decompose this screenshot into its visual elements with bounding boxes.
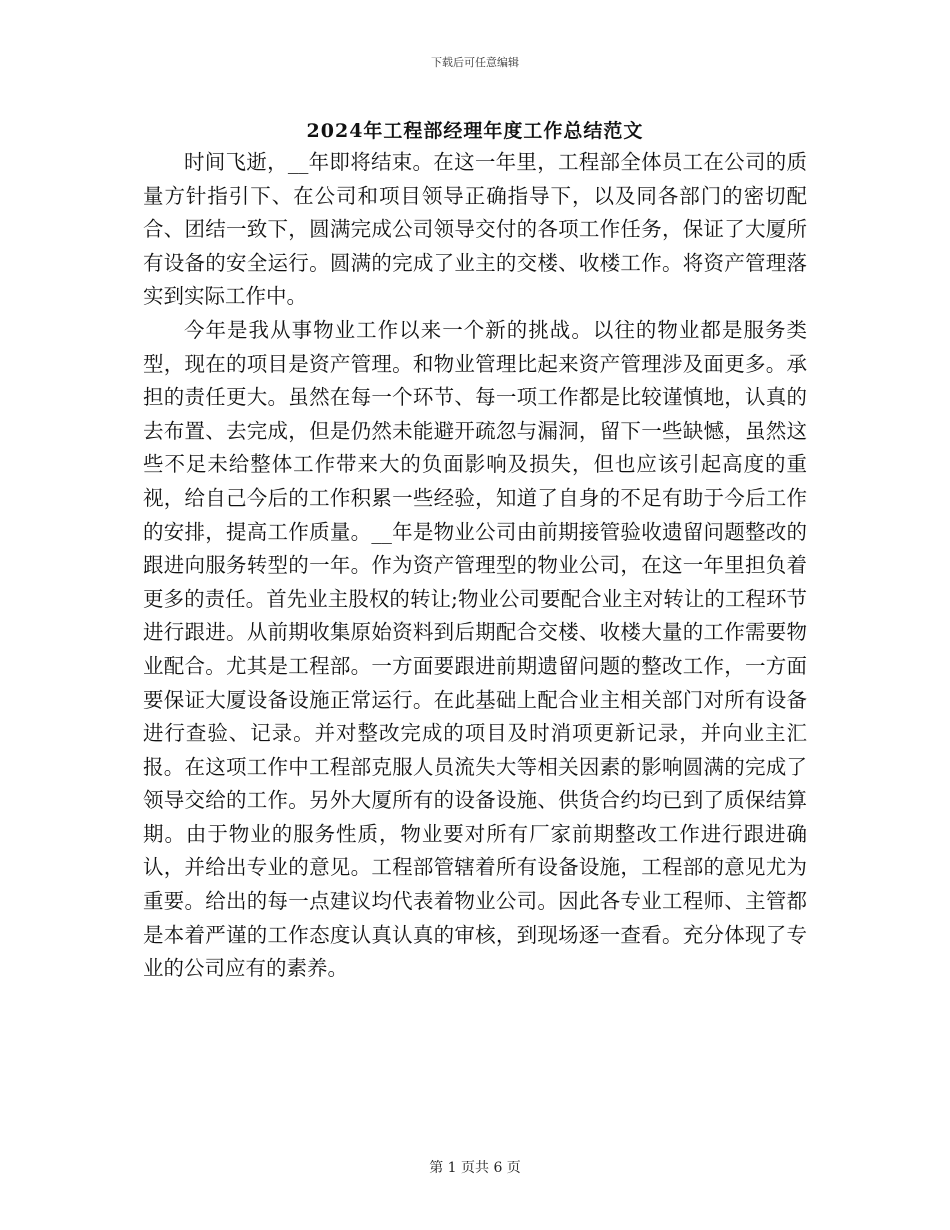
paragraph-2: 今年是我从事物业工作以来一个新的挑战。以往的物业都是服务类型，现在的项目是资产管理。和物业管理比起来资产管理涉及面更多。承担的责任更大。虽然在每一个环节、每一项工作都是比较谨慎地，认真的去布置、去完成，但是仍然未能避开疏忽与漏洞，留下一些缺憾，虽然这些不足未给整体工作带来大的负面影响及损失，但也应该引起高度的重视，给自己今后的工作积累一些经验，知道了自身的不足有助于今后工作的安排，提高工作质量。__年是物业公司由前期接管验收遗留问题整改的跟进向服务转型的一年。作为资产管理型的物业公司，在这一年里担负着更多的责任。首先业主股权的转让;物业公司要配合业主对转让的工程环节进行跟进。从前期收集原始资料到后期配合交楼、收楼大量的工作需要物业配合。尤其是工程部。一方面要跟进前期遗留问题的整改工作，一方面要保证大厦设备设施正常运行。在此基础上配合业主相关部门对所有设备进行查验、记录。并对整改完成的项目及时消项更新记录，并向业主汇报。在这项工作中工程部克服人员流失大等相关因素的影响圆满的完成了领导交给的工作。另外大厦所有的设备设施、供货合约均已到了质保结算期。由于物业的服务性质，物业要对所有厂家前期整改工作进行跟进确认，并给出专业的意见。工程部管辖着所有设备设施，工程部的意见尤为重要。给出的每一点建议均代表着物业公司。因此各专业工程师、主管都是本着严谨的工作态度认真认真的审核，到现场逐一查看。充分体现了专业的公司应有的素养。: [143, 317, 807, 981]
paragraph-1: 时间飞逝，__年即将结束。在这一年里，工程部全体员工在公司的质量方针指引下、在公司和项目领导正确指导下，以及同各部门的密切配合、团结一致下，圆满完成公司领导交付的各项工作任务，保证了大厦所有设备的安全运行。圆满的完成了业主的交楼、收楼工作。将资产管理落实到实际工作中。: [143, 150, 807, 309]
header-note: 下载后可任意编辑: [431, 56, 519, 69]
document-body: [143, 146, 807, 986]
document-title: 2024年工程部经理年度工作总结范文: [306, 120, 644, 142]
page-number: 第 1 页共 6 页: [429, 1160, 521, 1176]
